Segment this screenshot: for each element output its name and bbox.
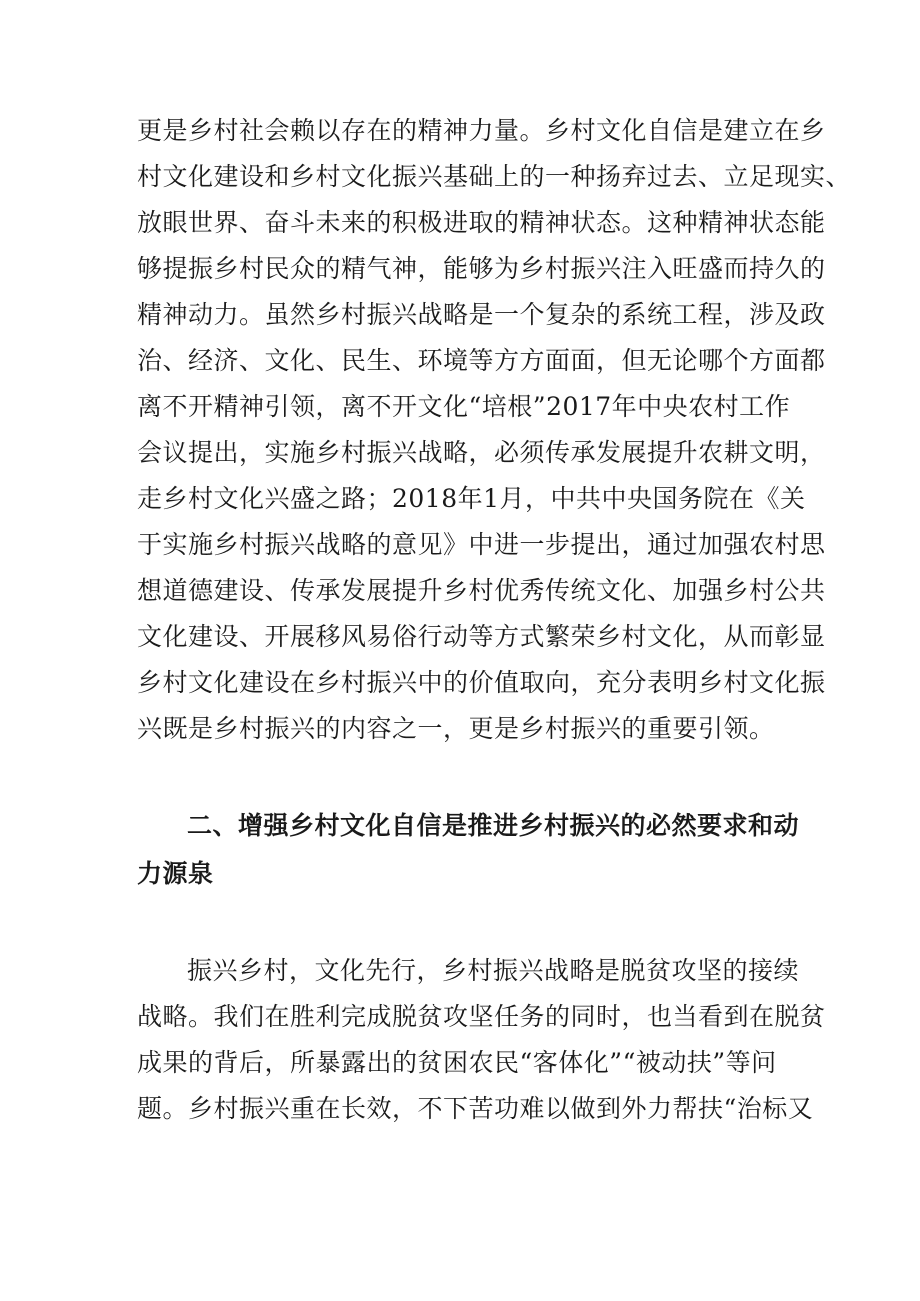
paragraph-line: 成果的背后，所暴露出的贫困农民“客体化”“被动扶”等问 [137, 1048, 777, 1077]
heading-line: 二、增强乡村文化自信是推进乡村振兴的必然要求和动 [187, 811, 800, 840]
paragraph-line: 会议提出，实施乡村振兴战略，必须传承发展提升农耕文明， [137, 438, 826, 467]
paragraph-line: 题。乡村振兴重在长效，不下苦功难以做到外力帮扶“治标又 [137, 1094, 814, 1123]
paragraph-line: 战略。我们在胜利完成脱贫攻坚任务的同时，也当看到在脱贫 [137, 1002, 826, 1031]
paragraph-line: 于实施乡村振兴战略的意见》中进一步提出，通过加强农村思 [137, 530, 826, 559]
paragraph-line: 兴既是乡村振兴的内容之一，更是乡村振兴的重要引领。 [137, 714, 775, 743]
paragraph-line: 走乡村文化兴盛之路；2018年1月，中共中央国务院在《关 [137, 484, 806, 513]
paragraph-line: 够提振乡村民众的精气神，能够为乡村振兴注入旺盛而持久的 [137, 254, 826, 283]
paragraph-line: 精神动力。虽然乡村振兴战略是一个复杂的系统工程，涉及政 [137, 300, 826, 329]
paragraph-line: 乡村文化建设在乡村振兴中的价值取向，充分表明乡村文化振 [137, 668, 826, 697]
paragraph-line: 振兴乡村，文化先行，乡村振兴战略是脱贫攻坚的接续 [187, 956, 800, 985]
paragraph-line: 想道德建设、传承发展提升乡村优秀传统文化、加强乡村公共 [137, 576, 826, 605]
paragraph-line: 更是乡村社会赖以存在的精神力量。乡村文化自信是建立在乡 [137, 116, 826, 145]
heading-line: 力源泉 [137, 859, 214, 888]
paragraph-line: 治、经济、文化、民生、环境等方方面面，但无论哪个方面都 [137, 346, 826, 375]
paragraph-line: 文化建设、开展移风易俗行动等方式繁荣乡村文化，从而彰显 [137, 622, 826, 651]
paragraph-line: 离不开精神引领，离不开文化“培根”2017年中央农村工作 [137, 392, 791, 421]
paragraph-line: 村文化建设和乡村文化振兴基础上的一种扬弃过去、立足现实、 [137, 162, 852, 191]
paragraph-line: 放眼世界、奋斗未来的积极进取的精神状态。这种精神状态能 [137, 208, 826, 237]
